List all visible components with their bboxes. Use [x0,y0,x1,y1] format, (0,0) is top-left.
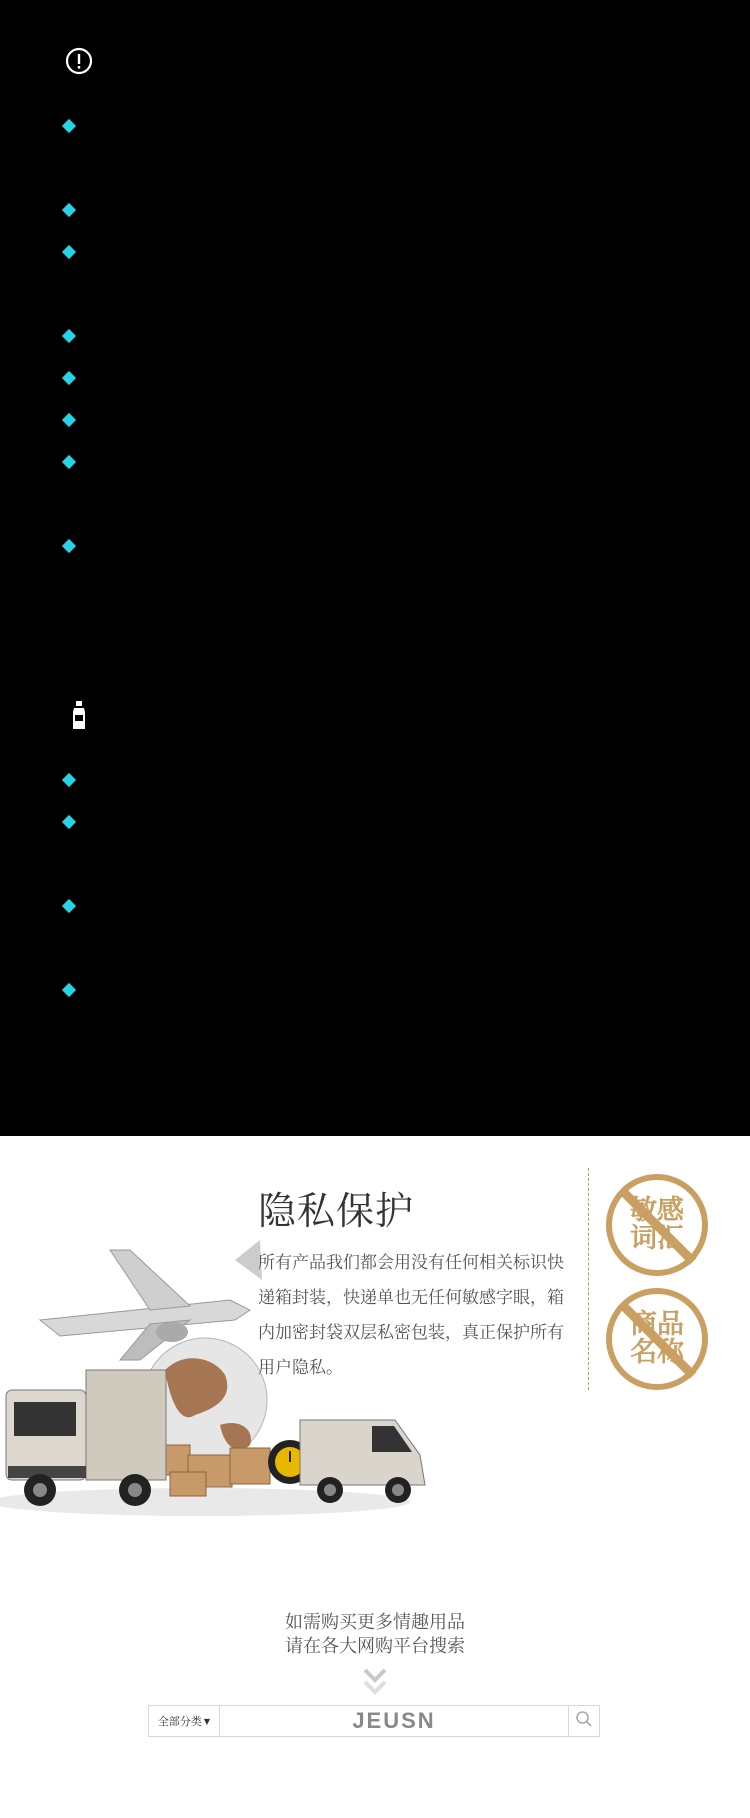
list-item: 请不要拆卸产品的任何部件，否则可能造成产品顺坏或危害您的安全。 [64,316,694,358]
buy-more-line1: 如需购买更多情趣用品 [285,1612,465,1633]
bottle-icon [64,700,94,730]
privacy-text: 所有产品我们都会用没有任何相关标识快递箱封装，快递单也无任何敏感字眼，箱内加密封袋双层私密包装，真正保护所有用户隐私。 [258,1253,564,1378]
diamond-bullet-icon [62,815,76,829]
diamond-bullet-icon [62,119,76,133]
exclamation-circle-icon [64,46,94,76]
airplane-icon [40,1240,262,1360]
list-item: 使用后，请使用无刺激的水溶性清洁剂（例如：肥皂）和常温水清洗； [64,760,694,802]
category-dropdown[interactable]: 全部分类 ▼ [149,1706,220,1736]
search-input[interactable]: JEUSN [352,1708,436,1733]
notice-list [64,106,694,610]
search-button[interactable] [568,1706,599,1736]
diamond-bullet-icon [62,413,76,427]
list-item: 清洗后，使用干净的柔软布料擦干水渍，请勿使用任何外部设备加热烘干本产品，如：吹风机； [64,802,694,886]
caret-down-icon: ▼ [203,1716,211,1726]
list-item: 本产品仅适合18周岁及以上成人使用，为避免疾病传染，请保持为个人使用，请勿与多人共用。 [64,106,694,190]
diamond-bullet-icon [62,329,76,343]
diamond-bullet-icon [62,203,76,217]
notice-heading [64,42,210,79]
list-item: 请将产品贮存于阴凉干燥处，避免阳光直射，避免放置在过冷或过热的环境中，避免与有腐蚀性的化学品接触。请将产品放置在儿童接触不到的地方； [64,886,694,970]
diamond-bullet-icon [62,899,76,913]
search-icon [575,1710,593,1732]
diamond-bullet-icon [62,455,76,469]
list-item: 在身体不适的情况下，请谨慎使用本产品。 [64,190,694,232]
search-bar [148,1705,600,1737]
cleaning-heading [64,696,236,733]
diamond-bullet-icon [62,245,76,259]
diamond-bullet-icon [62,371,76,385]
privacy-title: 隐私保护 [258,1189,415,1233]
cleaning-list [64,760,694,1054]
divider [588,1168,589,1390]
list-item: 产品在开启加温功能和冲击功能约5分钟后才能起到全身加温效果，只打开加温功能的情况下只有头部附近有温度。 [64,442,694,526]
list-item: 阳具表面的粉末为出厂时涂抹的器具保护粉，只需使用常温清水冲洗掉即可使用。 [64,526,694,610]
double-chevron-down-icon [362,1668,388,1700]
list-item: 本产品头部有发热表面，对热敏感人群使用时请注意。 [64,400,694,442]
diamond-bullet-icon [62,983,76,997]
diamond-bullet-icon [62,539,76,553]
list-item: 正在使用医疗电子产品（如心脏起搏器）的人士/孕妇或其他身体不适的人士，请停止使用本产品。 [64,232,694,316]
no-sensitive-words-badge: 敏感 词汇 [606,1174,708,1276]
van-icon [300,1420,425,1503]
truck-icon [6,1370,166,1506]
diamond-bullet-icon [62,773,76,787]
list-item: 本产品为充电设备，充电过程中会稍微发热，属正常现象不影响产品正常使用。 [64,358,694,400]
cleaning-title: 清洗与收纳 [106,702,237,732]
list-item: 当产品随身携带时，请将其放入原包装收纳盒中或您自备的收纳盒中，以免造成不必要的划伤或外部污染。 [64,970,694,1054]
no-product-name-badge: 商品 名称 [606,1288,708,1390]
buy-more-line2: 请在各大网购平台搜索 [285,1636,465,1657]
notice-title: 注意事项 [106,48,211,78]
